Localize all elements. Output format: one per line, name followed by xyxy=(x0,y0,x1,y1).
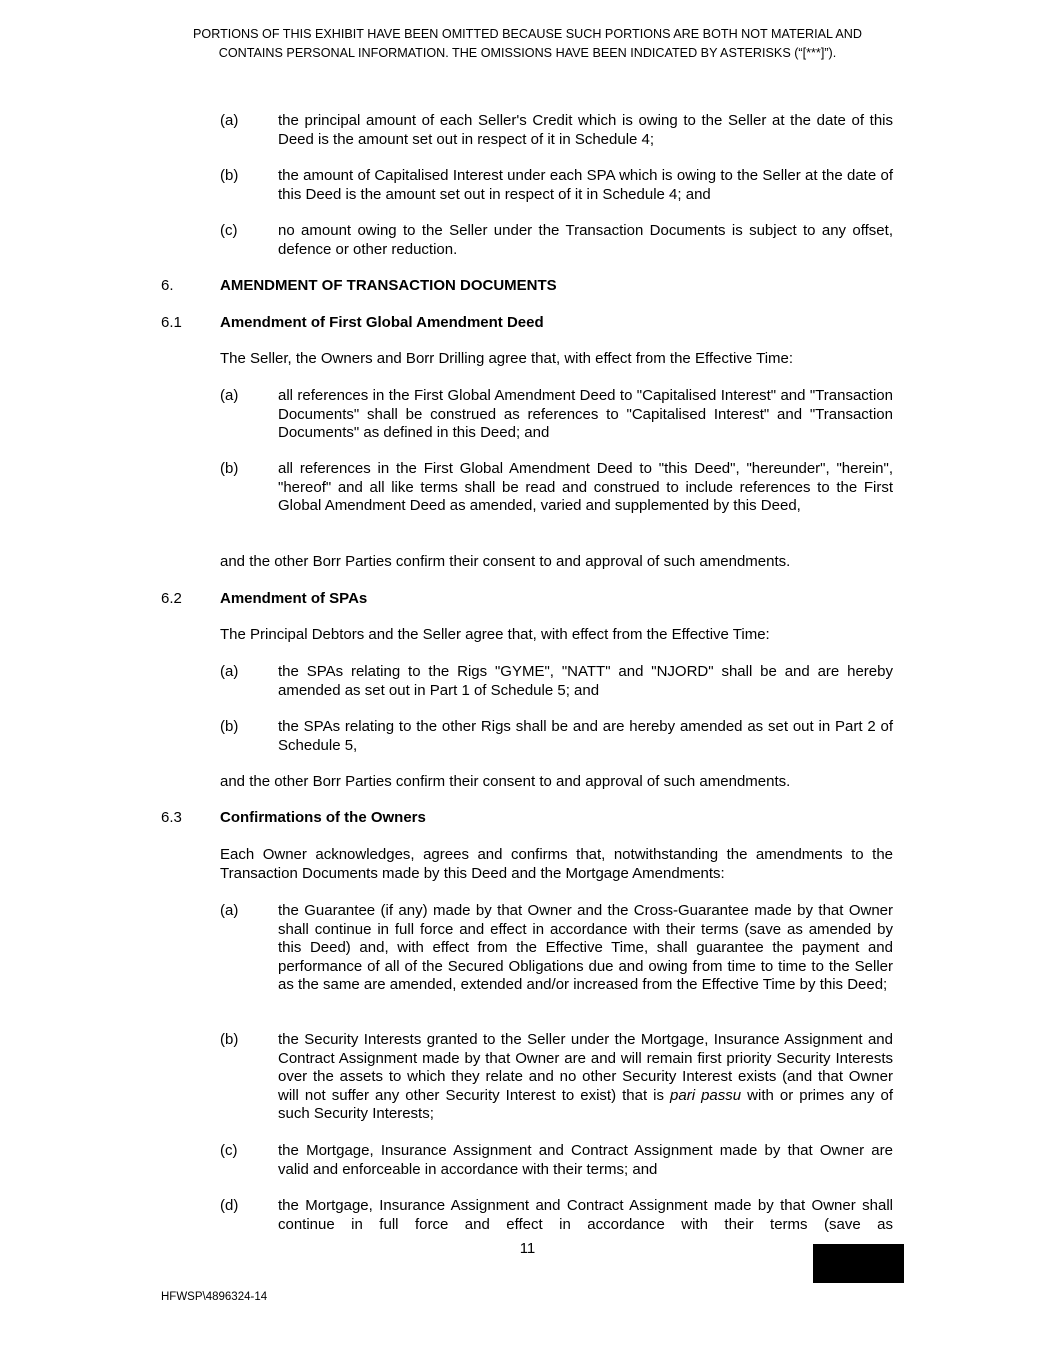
section-6-1-item-b: (b) all references in the First Global Amendment Deed to "this Deed", "hereunder", "herein", "hereof" and all like terms shall be read and construed to include references to the First Global Amendment Deed as amended, varied and supplemented by this Deed, xyxy=(220,460,893,514)
section-6-1-heading: 6.1 Amendment of First Global Amendment Deed xyxy=(161,314,544,331)
document-reference: HFWSP\4896324-14 xyxy=(161,1291,268,1303)
page-number: 11 xyxy=(519,1240,536,1257)
section-6-2-closing: and the other Borr Parties confirm their consent to and approval of such amendments. xyxy=(220,773,791,790)
section-6-2-item-b: (b) the SPAs relating to the other Rigs shall be and are hereby amended as set out in Part 2 of Schedule 5, xyxy=(220,718,893,754)
latin-term: pari passu xyxy=(670,1086,742,1104)
intro-item-a: (a) the principal amount of each Seller's Credit which is owing to the Seller at the date of this Deed is the amount set out in respect of it in Schedule 4; xyxy=(220,112,893,148)
section-6-3-item-b: (b) the Security Interests granted to the Seller under the Mortgage, Insurance Assignment and Contract Assignment made by that Owner are and will remain first priority Security Interests over the assets to which they relate and no other Security Interest exists (and that Owner will not suffer any other Security Interest to exist) that is pari passu with or primes any of such Security Interests; xyxy=(220,1031,893,1122)
redaction-block xyxy=(813,1244,904,1283)
exhibit-notice-line-1: PORTIONS OF THIS EXHIBIT HAVE BEEN OMITTED BECAUSE SUCH PORTIONS ARE BOTH NOT MATERIAL AND xyxy=(193,27,862,41)
section-6-2-lead: The Principal Debtors and the Seller agree that, with effect from the Effective Time: xyxy=(220,626,770,643)
section-6-1-lead: The Seller, the Owners and Borr Drilling agree that, with effect from the Effective Time: xyxy=(220,350,794,367)
exhibit-notice-line-2: CONTAINS PERSONAL INFORMATION. THE OMISSIONS HAVE BEEN INDICATED BY ASTERISKS (“[***]”). xyxy=(218,45,837,60)
section-6-heading: 6. AMENDMENT OF TRANSACTION DOCUMENTS xyxy=(161,277,557,294)
intro-item-c: (c) no amount owing to the Seller under the Transaction Documents is subject to any offset, defence or other reduction. xyxy=(220,222,893,258)
section-6-3-item-c: (c) the Mortgage, Insurance Assignment and Contract Assignment made by that Owner are valid and enforceable in accordance with their terms; and xyxy=(220,1142,893,1178)
section-6-3-heading: 6.3 Confirmations of the Owners xyxy=(161,809,426,826)
intro-item-b: (b) the amount of Capitalised Interest under each SPA which is owing to the Seller at the date of this Deed is the amount set out in respect of it in Schedule 4; and xyxy=(220,167,893,203)
section-6-2-item-a: (a) the SPAs relating to the Rigs "GYME", "NATT" and "NJORD" shall be and are hereby amended as set out in Part 1 of Schedule 5; and xyxy=(220,663,893,699)
section-6-3-item-a: (a) the Guarantee (if any) made by that Owner and the Cross-Guarantee made by that Owner shall continue in full force and effect in accordance with their terms (save as amended by this Deed) and, with effect from the Effective Time, shall guarantee the payment and performance of all of the Secured Obligations due and owing from time to time to the Seller as the same are amended, extended and/or increased from the Effective Time by this Deed; xyxy=(220,902,893,993)
section-6-2-heading: 6.2 Amendment of SPAs xyxy=(161,590,368,607)
section-6-1-closing: and the other Borr Parties confirm their consent to and approval of such amendments. xyxy=(220,553,791,570)
section-6-3-lead: Each Owner acknowledges, agrees and confirms that, notwithstanding the amendments to the Transaction Documents made by this Deed and the Mortgage Amendments: xyxy=(220,846,893,882)
section-6-1-item-a: (a) all references in the First Global Amendment Deed to "Capitalised Interest" and "Transaction Documents" shall be construed as references to "Capitalised Interest" and "Transaction Documents" as defined in this Deed; and xyxy=(220,387,893,441)
exhibit-notice xyxy=(130,25,925,62)
section-6-3-item-d: (d) the Mortgage, Insurance Assignment and Contract Assignment made by that Owner shall continue in full force and effect in accordance with their terms (save as xyxy=(220,1197,893,1233)
